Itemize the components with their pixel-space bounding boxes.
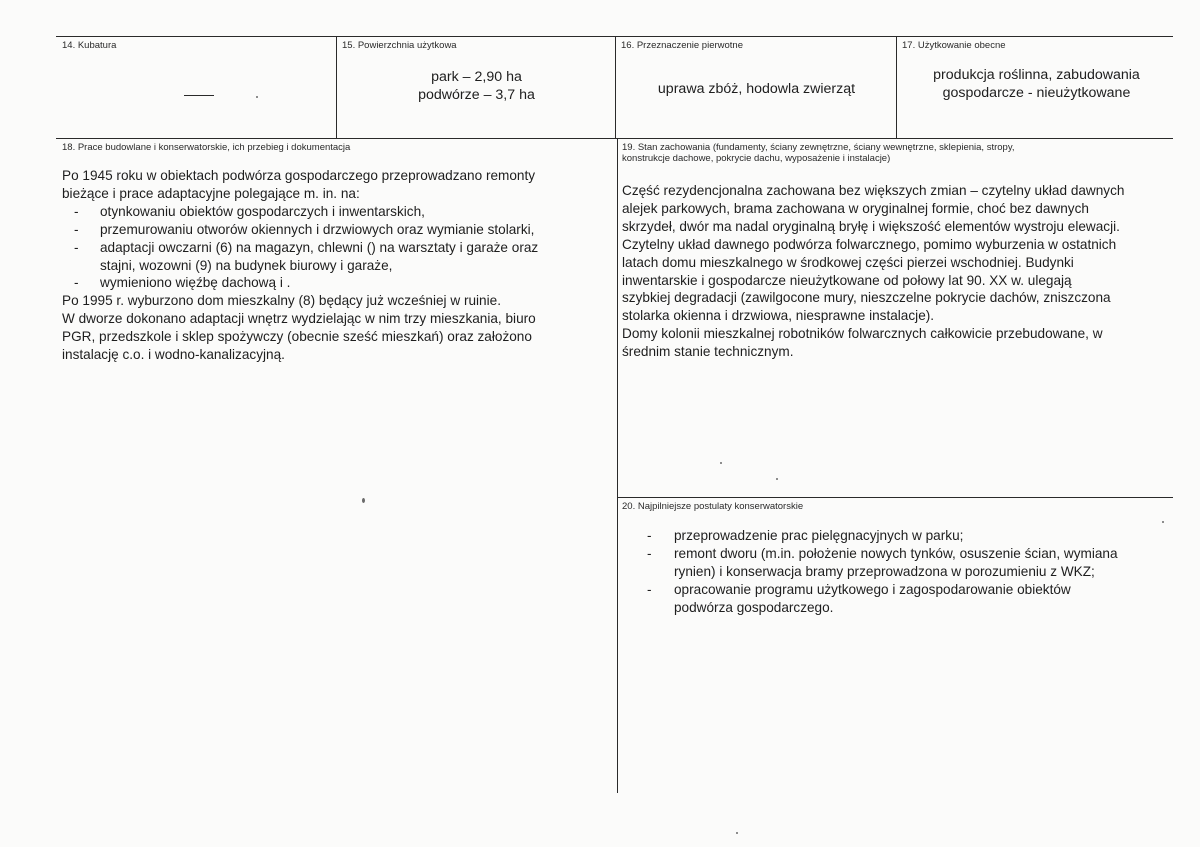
stan-label [622,142,1170,164]
powierzchnia-value [338,68,615,104]
scan-speck [720,462,722,464]
scan-speck [256,96,258,98]
stan-line-9: Domy kolonii mieszkalnej robotników folwarcznych całkowicie przebudowane, w [622,326,1103,342]
postulaty-body [636,527,1166,617]
postulaty-label: 20. Najpilniejsze postulaty konserwatorskie [622,501,804,512]
scan-speck [362,498,365,503]
kubatura-label: 14. Kubatura [62,40,117,51]
list-item [636,581,1166,617]
row1-bottom-line [56,138,1173,139]
postulaty-item-1-line-1: przeprowadzenie prac pielęgnacyjnych w parku; [674,528,964,543]
postulaty-item-3-line-2: podwórza gospodarczego. [674,599,834,615]
prace-intro-line-1: Po 1945 roku w obiektach podwórza gospodarczego przeprowadzano remonty [62,168,536,183]
prace-outro-line-2: W dworze dokonano adaptacji wnętrz wydzielając w nim trzy mieszkania, biuro [62,311,536,327]
scan-speck [776,478,778,480]
postulaty-item-2-line-2: rynien) i konserwacja bramy przeprowadzona w porozumieniu z WKZ; [674,563,1095,579]
dash-bullet: - [74,203,79,219]
stan-line-7: szybkiej degradacji (zawilgocone mury, nieszczelne pokrycie dachów, zniszczona [622,290,1111,306]
powierzchnia-line-1: park – 2,90 ha [431,69,522,85]
prace-body [62,167,607,364]
uzytkowanie-line-2: gospodarcze - nieużytkowane [942,85,1131,101]
prace-intro-line-2: bieżące i prace adaptacyjne polegające m. in. na: [62,185,360,201]
dash-bullet: - [647,581,652,597]
dash-bullet: - [74,275,79,291]
powierzchnia-line-2: podwórze – 3,7 ha [418,87,535,103]
section20-top-line [617,497,1173,498]
prace-outro-line-4: instalację c.o. i wodno-kanalizacyjną. [62,347,285,363]
przeznaczenie-label: 16. Przeznaczenie pierwotne [621,40,743,51]
stan-line-2: alejek parkowych, brama zachowana w oryginalnej formie, choć bez dawnych [622,200,1089,216]
list-item [636,527,1166,545]
prace-list [62,203,607,293]
stan-line-5: latach domu mieszkalnego w środkowej części pierzei wschodniej. Budynki [622,254,1074,270]
postulaty-list [636,527,1166,617]
prace-item-2-line-1: przemurowaniu otworów okiennych i drzwiowych oraz wymianie stolarki, [100,221,535,237]
list-item [62,203,607,221]
dash-bullet: - [647,545,652,561]
uzytkowanie-value [898,66,1175,102]
divider-16-17 [896,36,897,138]
powierzchnia-label: 15. Powierzchnia użytkowa [342,40,457,51]
scan-speck [736,832,738,834]
stan-label-line-1: 19. Stan zachowania (fundamenty, ściany zewnętrzne, ściany wewnętrzne, sklepienia, stropy, [622,142,1015,153]
przeznaczenie-value: uprawa zbóż, hodowla zwierząt [657,81,856,97]
prace-outro-line-1: Po 1995 r. wyburzono dom mieszkalny (8) będący już wcześniej w ruinie. [62,293,501,309]
uzytkowanie-line-1: produkcja roślinna, zabudowania [933,67,1140,83]
stan-body [622,182,1172,361]
prace-outro-line-3: PGR, przedszkole i sklep spożywczy (obecnie sześć mieszkań) oraz założono [62,329,532,345]
center-divider [617,138,618,793]
dash-bullet: - [647,528,652,543]
prace-label: 18. Prace budowlane i konserwatorskie, ich przebieg i dokumentacja [62,142,351,153]
postulaty-item-3-line-1: opracowanie programu użytkowego i zagospodarowanie obiektów [674,581,1071,597]
stan-line-4: Czytelny układ dawnego podwórza folwarcznego, pomimo wyburzenia w ostatnich [622,236,1117,252]
dash-bullet: - [74,239,79,255]
list-item [62,239,607,275]
uzytkowanie-label: 17. Użytkowanie obecne [902,40,1006,51]
list-item [62,274,607,292]
list-item [636,545,1166,581]
kubatura-empty-dash [184,95,214,96]
stan-line-1: Część rezydencjonalna zachowana bez większych zmian – czytelny układ dawnych [622,183,1125,198]
prace-item-4-line-1: wymieniono więźbę dachową i . [100,275,291,291]
prace-item-1-line-1: otynkowaniu obiektów gospodarczych i inwentarskich, [100,203,425,219]
divider-15-16 [615,36,616,138]
scan-speck [1162,521,1164,523]
stan-line-8: stolarka okienna i drzwiowa, niesprawne instalacje). [622,308,935,324]
stan-line-10: średnim stanie technicznym. [622,344,794,360]
divider-14-15 [336,36,337,138]
stan-label-line-2: konstrukcje dachowe, pokrycie dachu, wyposażenie i instalacje) [622,153,891,164]
stan-line-6: inwentarskie i gospodarcze nieużytkowane od połowy lat 90. XX w. ulegają [622,272,1072,288]
prace-item-3-line-2: stajni, wozowni (9) na budynek biurowy i garaże, [100,257,393,273]
dash-bullet: - [74,221,79,237]
list-item [62,221,607,239]
stan-line-3: skrzydeł, dwór ma nadal oryginalną bryłę i większość elementów wystroju elewacji. [622,218,1120,234]
postulaty-item-2-line-1: remont dworu (m.in. położenie nowych tynków, osuszenie ścian, wymiana [674,545,1118,561]
prace-item-3-line-1: adaptacji owczarni (6) na magazyn, chlewni () na warsztaty i garaże oraz [100,239,539,255]
